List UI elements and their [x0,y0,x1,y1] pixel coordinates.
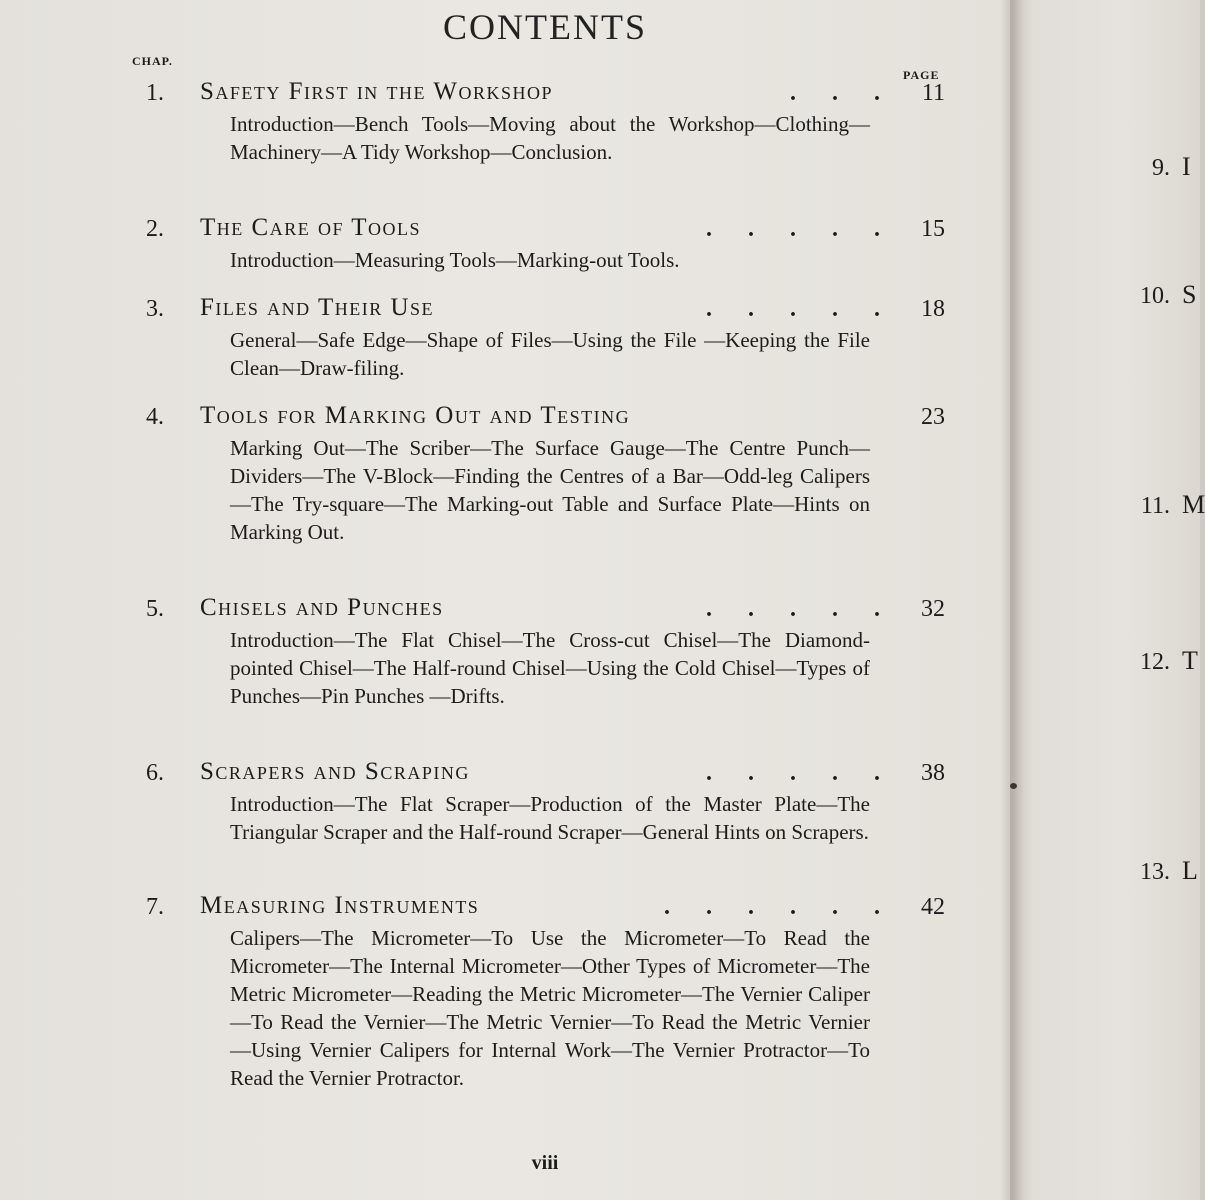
leader-dots: . . . . . [706,216,880,242]
chapter-summary: Calipers—The Micrometer—To Use the Micrometer—To Read the Micrometer—The Internal Micrometer—Other Types of Micrometer—The Metric Micrometer—Reading the Metric Micrometer—The Vernier Caliper—To Read the Vernier—The Metric Vernier—To Read the Metric Vernier—Using Vernier Calipers for Internal Work—The Vernier Protractor—To Read the Vernier Protractor. [230,926,870,1090]
leader-dots: . . . . . [706,596,880,622]
chapter-page: 18 [921,296,945,322]
chapter-title: Chisels and Punches [200,594,444,621]
chapter-page: 23 [921,404,945,430]
facing-chapter-13: 13. L [1140,856,1198,885]
leader-dots: . . . . . [706,760,880,786]
paper-speck [1010,783,1017,789]
chapter-summary: General—Safe Edge—Shape of Files—Using the File —Keeping the File Clean—Draw-filing. [230,328,870,380]
chapter-number: 6. [146,760,164,786]
chap-column-label: CHAP. [132,54,173,68]
chapter-page: 11 [921,80,945,106]
chapter-title: Safety First in the Workshop [200,78,553,105]
facing-chapter-9: 9. I [1152,152,1191,181]
page-column-label: PAGE [903,68,940,82]
chapter-number: 5. [146,596,164,622]
chapter-page: 32 [921,596,945,622]
page-title: CONTENTS [443,7,647,47]
leader-dots: . . . [790,80,880,106]
chapter-page: 42 [921,894,945,920]
chapter-page: 38 [921,760,945,786]
chapter-number: 4. [146,404,164,430]
chapter-number: 7. [146,894,164,920]
chapter-page: 15 [921,216,945,242]
chapter-title: The Care of Tools [200,214,422,241]
facing-chapter-10: 10. S [1140,280,1197,309]
chapter-title: Tools for Marking Out and Testing [200,402,631,429]
chapter-title: Files and Their Use [200,294,435,321]
chapter-summary: Introduction—The Flat Chisel—The Cross-cut Chisel—The Diamond-pointed Chisel—The Half-round Chisel—Using the Cold Chisel—Types of Punches—Pin Punches —Drifts. [230,628,870,708]
facing-chapter-12: 12. T [1140,646,1198,675]
chapter-summary: Introduction—The Flat Scraper—Production of the Master Plate—The Triangular Scraper and the Half-round Scraper—General Hints on Scrapers. [230,792,870,844]
facing-chapter-11: 11. M [1140,490,1205,519]
chapter-number: 1. [146,80,164,106]
chapter-title: Scrapers and Scraping [200,758,470,785]
leader-dots: . . . . . . [664,894,880,920]
toc-entry-4 [140,400,960,546]
chapter-number: 3. [146,296,164,322]
toc-entry-5 [140,592,960,710]
toc-entry-1 [140,76,960,166]
chapter-summary: Introduction—Measuring Tools—Marking-out Tools. [230,248,680,272]
toc-entry-7 [140,890,960,1092]
toc-entry-6 [140,756,960,846]
toc-entry-2 [140,212,960,274]
chapter-title: Measuring Instruments [200,892,480,919]
chapter-summary: Introduction—Bench Tools—Moving about the Workshop—Clothing—Machinery—A Tidy Workshop—Conclusion. [230,112,870,164]
toc-entry-3 [140,292,960,382]
chapter-summary: Marking Out—The Scriber—The Surface Gauge—The Centre Punch—Dividers—The V-Block—Finding the Centres of a Bar—Odd-leg Calipers—The Try-square—The Marking-out Table and Surface Plate—Hints on Marking Out. [230,436,870,544]
book-gutter [1000,0,1024,1200]
leader-dots: . . . . . [706,296,880,322]
chapter-number: 2. [146,216,164,242]
page-folio: viii [531,1152,559,1174]
